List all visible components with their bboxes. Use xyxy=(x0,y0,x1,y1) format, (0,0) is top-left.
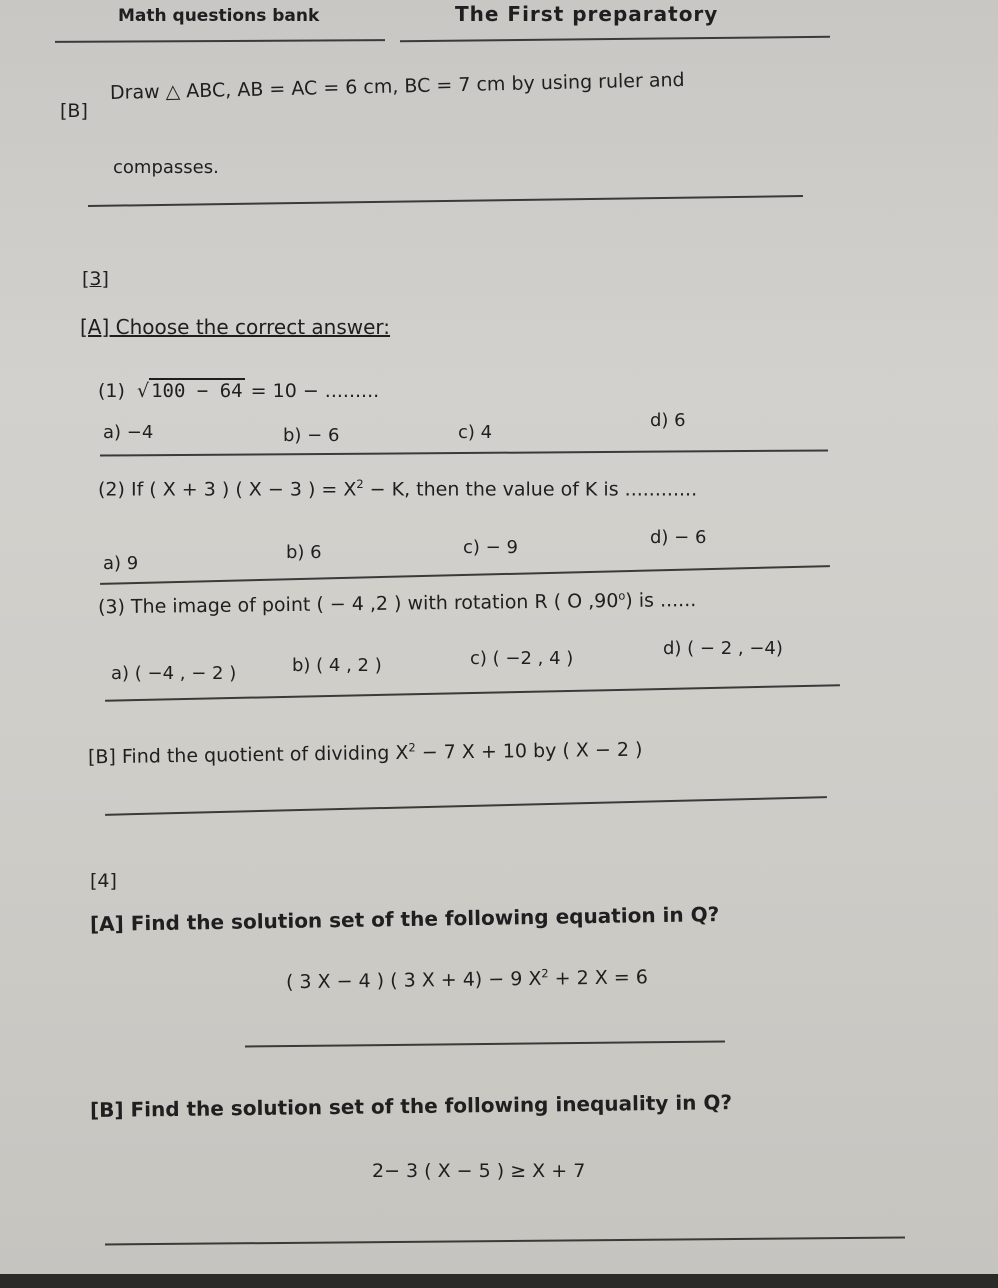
q3-item1-rule xyxy=(100,449,828,456)
q4-equation xyxy=(286,965,648,993)
header-rule-right xyxy=(400,36,830,43)
q3-item3-choice-a: a) ( −4 , − 2 ) xyxy=(111,663,237,684)
q3-number: [3] xyxy=(82,268,109,290)
q3-item2-number: (2) xyxy=(98,478,125,501)
q4-inequality: 2− 3 ( X − 5 ) ≥ X + 7 xyxy=(372,1160,586,1182)
q2b-label: [B] xyxy=(60,100,88,122)
q3-item3 xyxy=(98,588,697,619)
header-rule-left xyxy=(55,39,385,43)
q3-item2-choice-d: d) − 6 xyxy=(650,527,707,548)
q3-partB-sup: 2 xyxy=(408,740,416,755)
q3-item1: (1) √ 100 − 64 = 10 − ......... xyxy=(98,380,380,402)
q2b-line1: Draw △ ABC, AB = AC = 6 cm, BC = 7 cm by using ruler and xyxy=(109,68,685,104)
q3-item1-choice-b: b) − 6 xyxy=(283,425,340,446)
q3-item2-choice-b: b) 6 xyxy=(286,542,322,563)
q3-partA-heading: [A] Choose the correct answer: xyxy=(80,315,391,339)
q4-number: [4] xyxy=(90,870,117,892)
q3-item1-stem: = 10 − ......... xyxy=(250,380,380,402)
q2b-line2: compasses. xyxy=(113,157,219,178)
q3-partB-rule xyxy=(105,796,827,816)
q3-item1-number: (1) xyxy=(98,380,125,402)
q3-item3-choice-b: b) ( 4 , 2 ) xyxy=(292,655,382,676)
q3-item3-stem-sup: o xyxy=(618,588,626,603)
q4-equation-pre: ( 3 X − 4 ) ( 3 X + 4) − 9 X xyxy=(285,967,542,994)
q3-item2 xyxy=(98,477,697,500)
q3-item3-rule xyxy=(105,684,840,701)
q3-item2-choice-a: a) 9 xyxy=(103,553,139,574)
q4-equation-post: + 2 X = 6 xyxy=(548,966,649,990)
q3-item1-choice-c: c) 4 xyxy=(458,422,493,443)
q4-partB-rule xyxy=(105,1237,905,1246)
scan-bottom-edge xyxy=(0,1274,998,1288)
q3-partB-pre: [B] Find the quotient of dividing X xyxy=(87,741,409,769)
q4-partA: [A] Find the solution set of the following equation in Q? xyxy=(89,902,720,936)
q3-item3-number: (3) xyxy=(97,596,126,619)
q3-partB xyxy=(88,737,643,768)
q4-partB: [B] Find the solution set of the following inequality in Q? xyxy=(89,1090,733,1122)
q3-item3-choice-c: c) ( −2 , 4 ) xyxy=(470,648,574,669)
q3-item3-stem-post: ) is ...... xyxy=(625,589,697,612)
q3-item2-rule xyxy=(100,565,830,585)
header-right: The First preparatory xyxy=(455,2,719,26)
q3-item2-stem-sup: 2 xyxy=(356,477,364,491)
q3-item1-choice-a: a) −4 xyxy=(103,422,154,443)
q3-item2-choice-c: c) − 9 xyxy=(463,537,518,558)
q4-equation-sup: 2 xyxy=(541,966,549,981)
q3-item2-stem-post: − K, then the value of K is ............ xyxy=(363,478,698,501)
q3-item1-choice-d: d) 6 xyxy=(650,410,686,431)
q3-item3-choice-d: d) ( − 2 , −4) xyxy=(663,638,783,659)
q3-item2-stem-pre: If ( X + 3 ) ( X − 3 ) = X xyxy=(130,478,357,501)
header-left: Math questions bank xyxy=(118,6,320,26)
q4-partA-rule xyxy=(245,1040,725,1047)
q2b-rule xyxy=(88,195,803,207)
q3-partB-post: − 7 X + 10 by ( X − 2 ) xyxy=(415,738,643,764)
q3-item3-stem-pre: The image of point ( − 4 ,2 ) with rotation R ( O ,90 xyxy=(130,589,619,618)
q3-item1-radicand: 100 − 64 xyxy=(151,380,243,402)
